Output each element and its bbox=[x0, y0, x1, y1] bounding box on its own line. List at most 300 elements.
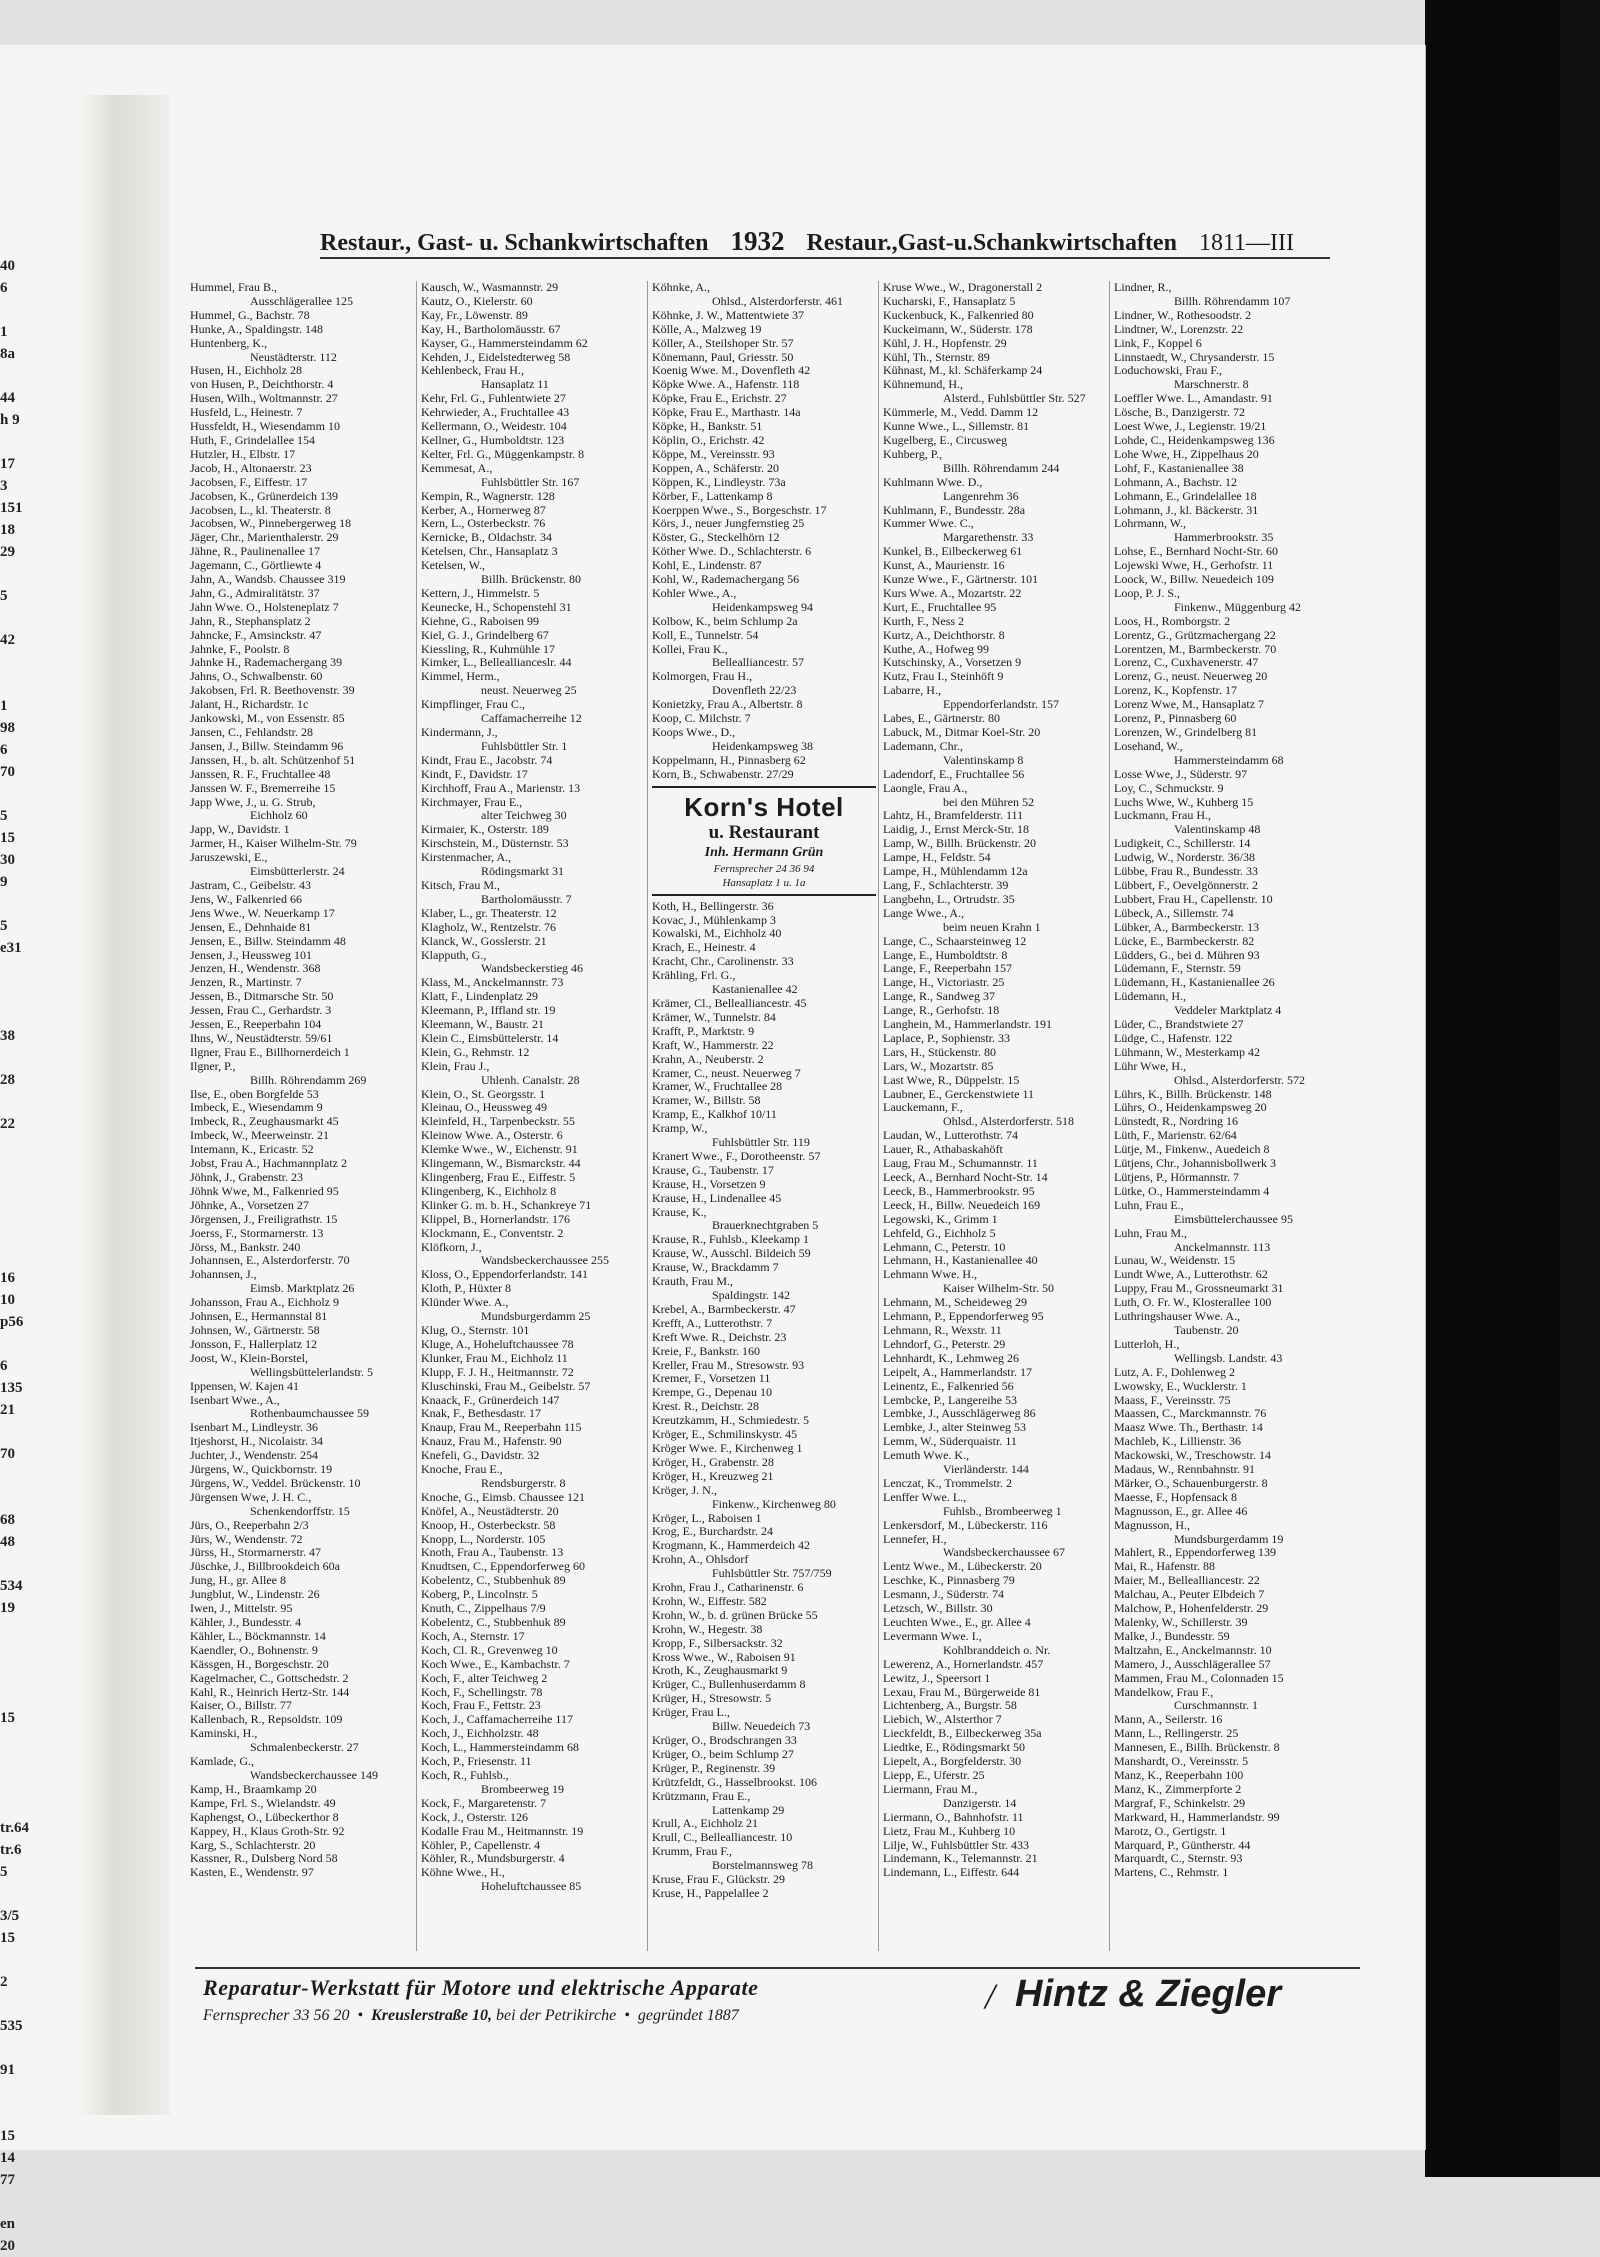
directory-entry: Jürs, O., Reeperbahn 2/3 bbox=[190, 1518, 309, 1532]
directory-entry: Lang, F., Schlachterstr. 39 bbox=[883, 878, 1009, 892]
margin-fragment-text: 70 bbox=[0, 764, 15, 780]
directory-entry: Krüger, Frau L., bbox=[652, 1706, 730, 1720]
directory-entry: Jörss, M., Bankstr. 240 bbox=[190, 1240, 301, 1254]
directory-entry: Jagemann, C., Görtliewte 4 bbox=[190, 559, 322, 573]
directory-entry: Krützfeldt, G., Hasselbrookst. 106 bbox=[652, 1775, 817, 1789]
header-range: 1811—III bbox=[1198, 230, 1295, 256]
directory-entry: Ausschlägerallee 125 bbox=[250, 294, 353, 308]
directory-entry: Finkenw., Müggenburg 42 bbox=[1174, 600, 1301, 614]
directory-entry: Langhein, M., Hammerlandstr. 191 bbox=[883, 1018, 1052, 1032]
directory-entry: Kohl, E., Lindenstr. 87 bbox=[652, 559, 762, 573]
directory-entry: Taubenstr. 20 bbox=[1174, 1323, 1239, 1337]
directory-entry: Krumm, Frau F., bbox=[652, 1845, 733, 1859]
directory-entry: Lohmann, A., Bachstr. 12 bbox=[1114, 475, 1237, 489]
directory-entry: Koch Wwe., E., Kambachstr. 7 bbox=[421, 1657, 570, 1671]
directory-entry: Danzigerstr. 14 bbox=[943, 1796, 1017, 1810]
directory-entry: Kurs Wwe. A., Mozartstr. 22 bbox=[883, 586, 1022, 600]
margin-fragment-text: 5 bbox=[0, 808, 8, 824]
directory-entry: Rendsburgerstr. 8 bbox=[481, 1476, 566, 1490]
directory-entry: Imbeck, R., Zeughausmarkt 45 bbox=[190, 1115, 339, 1129]
directory-entry: Klingemann, W., Bismarckstr. 44 bbox=[421, 1157, 581, 1171]
directory-entry: Kramer, W., Fruchtallee 28 bbox=[652, 1080, 783, 1094]
directory-entry: Kiehne, G., Raboisen 99 bbox=[421, 614, 539, 628]
directory-entry: Billw. Neuedeich 73 bbox=[712, 1720, 811, 1734]
directory-entry: Eimsbüttelerchaussee 95 bbox=[1174, 1212, 1293, 1226]
directory-entry: Lampe, H., Feldstr. 54 bbox=[883, 851, 991, 865]
directory-entry: Laongle, Frau A., bbox=[883, 781, 968, 795]
directory-entry: Lampe, H., Mühlendamm 12a bbox=[883, 865, 1028, 879]
ad-title: Korn's Hotel bbox=[684, 791, 844, 822]
directory-entry: Knöfel, A., Neustädterstr. 20 bbox=[421, 1504, 559, 1518]
directory-entry: Klatt, F., Lindenplatz 29 bbox=[421, 990, 539, 1004]
directory-entry: Levermann Wwe. I., bbox=[883, 1629, 982, 1643]
directory-entry: Kutschinsky, A., Vorsetzen 9 bbox=[883, 656, 1022, 670]
directory-entry: Kramp, E., Kalkhof 10/11 bbox=[652, 1108, 777, 1122]
directory-entry: Lahtz, H., Bramfelderstr. 111 bbox=[883, 809, 1024, 823]
directory-entry: Lüdders, G., bei d. Mühren 93 bbox=[1114, 948, 1260, 962]
directory-entry: Jahns, O., Schwalbenstr. 60 bbox=[190, 670, 323, 684]
directory-entry: Köhler, P., Capellenstr. 4 bbox=[421, 1838, 541, 1852]
directory-entry: Krefft, A., Lutterothstr. 7 bbox=[652, 1316, 773, 1330]
header-left-title: Restaur., Gast- u. Schankwirtschaften bbox=[320, 230, 709, 256]
margin-fragment-text: 15 bbox=[0, 1930, 15, 1946]
directory-entry: Maass, F., Vereinsstr. 75 bbox=[1114, 1393, 1231, 1407]
directory-entry: Kluschinski, Frau M., Geibelstr. 57 bbox=[421, 1379, 591, 1393]
directory-entry: Lieckfeldt, B., Eilbeckerweg 35a bbox=[883, 1727, 1042, 1741]
directory-entry: Könemann, Paul, Griesstr. 50 bbox=[652, 350, 794, 364]
directory-entry: Lohe Wwe, H., Zippelhaus 20 bbox=[1114, 447, 1259, 461]
margin-fragment-text bbox=[0, 1047, 34, 1069]
margin-fragment-text: 8a bbox=[0, 346, 15, 362]
margin-fragment-text bbox=[0, 2081, 34, 2103]
directory-entry: Letzsch, W., Billstr. 30 bbox=[883, 1602, 993, 1616]
directory-entry: Krahn, A., Neuberstr. 2 bbox=[652, 1052, 764, 1066]
directory-entry: Ludigkeit, C., Schillerstr. 14 bbox=[1114, 837, 1251, 851]
directory-entry: Lehmann, P., Eppendorferweg 95 bbox=[883, 1310, 1044, 1324]
margin-fragment-text: 28 bbox=[0, 1072, 15, 1088]
directory-entry: Fuhlsbüttler Str. 167 bbox=[481, 475, 580, 489]
directory-entry: Laudan, W., Lutterothstr. 74 bbox=[883, 1129, 1018, 1143]
directory-entry: Lübbert, F., Oevelgönnerstr. 2 bbox=[1114, 878, 1259, 892]
page-header bbox=[320, 223, 1330, 259]
directory-entry: Kaiser Wilhelm-Str. 50 bbox=[943, 1282, 1054, 1296]
directory-entry: Jankowski, M., von Essenstr. 85 bbox=[190, 712, 345, 726]
margin-fragment-text bbox=[0, 673, 34, 695]
directory-entry: Kay, H., Bartholomäusstr. 67 bbox=[421, 322, 561, 336]
directory-entry: Lohf, F., Kastanienallee 38 bbox=[1114, 461, 1244, 475]
directory-entry: Kollei, Frau K., bbox=[652, 642, 728, 656]
directory-entry: Lietz, Frau M., Kuhberg 10 bbox=[883, 1824, 1016, 1838]
directory-entry: Loos, H., Romborgstr. 2 bbox=[1114, 614, 1231, 628]
directory-entry: Japp, W., Davidstr. 1 bbox=[190, 823, 290, 837]
directory-entry: Jahnke H., Rademachergang 39 bbox=[190, 656, 343, 670]
directory-entry: Konietzky, Frau A., Albertstr. 8 bbox=[652, 698, 803, 712]
directory-entry: Lembke, J., Ausschlägerweg 86 bbox=[883, 1407, 1036, 1421]
directory-entry: Liebich, W., Alsterthor 7 bbox=[883, 1713, 1002, 1727]
directory-entry: Kellermann, O., Weidestr. 104 bbox=[421, 420, 567, 434]
directory-entry: Maltzahn, E., Anckelmannstr. 10 bbox=[1114, 1643, 1272, 1657]
directory-entry: Schenkendorffstr. 15 bbox=[250, 1504, 350, 1518]
directory-entry: Kastanienallee 42 bbox=[712, 983, 798, 997]
directory-entry: Knopp, L., Norderstr. 105 bbox=[421, 1532, 546, 1546]
margin-fragment-text: 29 bbox=[0, 544, 15, 560]
directory-entry: Billh. Röhrendamm 269 bbox=[250, 1073, 367, 1087]
directory-entry: Lewitz, J., Speersort 1 bbox=[883, 1671, 991, 1685]
margin-fragment-text bbox=[0, 1795, 34, 1817]
directory-entry: Kausch, W., Wasmannstr. 29 bbox=[421, 281, 559, 294]
directory-entry: Lutz, A. F., Dohlenweg 2 bbox=[1114, 1365, 1236, 1379]
directory-entry: Lohse, E., Bernhard Nocht-Str. 60 bbox=[1114, 545, 1278, 559]
directory-entry: Manz, K., Reeperbahn 100 bbox=[1114, 1768, 1244, 1782]
directory-entry: Bartholomäusstr. 7 bbox=[481, 892, 572, 906]
directory-entry: Johnsen, W., Gärtnerstr. 58 bbox=[190, 1323, 320, 1337]
directory-entry: Köppe, M., Vereinsstr. 93 bbox=[652, 447, 775, 461]
margin-fragment-text bbox=[0, 1333, 34, 1355]
directory-entry: Last Wwe, R., Düppelstr. 15 bbox=[883, 1073, 1020, 1087]
directory-entry: Jens Wwe., W. Neuerkamp 17 bbox=[190, 906, 335, 920]
directory-entry: Kleinow Wwe. A., Osterstr. 6 bbox=[421, 1129, 563, 1143]
directory-entry: Kühnemund, H., bbox=[883, 378, 963, 392]
directory-entry: Krüger, C., Bullenhuserdamm 8 bbox=[652, 1678, 806, 1692]
directory-entry: Kobelentz, C., Stubbenhuk 89 bbox=[421, 1574, 566, 1588]
directory-entry: Jansen, C., Fehlandstr. 28 bbox=[190, 726, 313, 739]
directory-entry: Luchs Wwe, W., Kuhberg 15 bbox=[1114, 795, 1254, 809]
directory-entry: Lehmann, H., Kastanienallee 40 bbox=[883, 1254, 1038, 1268]
directory-entry: Hansaplatz 11 bbox=[481, 378, 549, 392]
directory-entry: Anckelmannstr. 113 bbox=[1174, 1240, 1271, 1254]
directory-entry: Köhnke, J. W., Mattentwiete 37 bbox=[652, 308, 804, 322]
directory-entry: Lindner, R., bbox=[1114, 281, 1172, 294]
directory-entry: Koppen, A., Schäferstr. 20 bbox=[652, 461, 779, 475]
directory-entry: Kemmesat, A., bbox=[421, 461, 493, 475]
directory-entry: Köster, G., Steckelhörn 12 bbox=[652, 531, 780, 545]
directory-entry: Lundt Wwe, A., Lutterothstr. 62 bbox=[1114, 1268, 1268, 1282]
directory-entry: Jenzen, R., Martinstr. 7 bbox=[190, 976, 302, 990]
directory-entry: Wellingsbüttelerlandstr. 5 bbox=[250, 1365, 374, 1379]
directory-entry: Knoop, H., Osterbeckstr. 58 bbox=[421, 1518, 556, 1532]
directory-columns bbox=[190, 281, 1340, 1951]
directory-entry: Krauth, Frau M., bbox=[652, 1275, 733, 1289]
directory-entry: Lehmann, M., Scheideweg 29 bbox=[883, 1296, 1027, 1310]
directory-entry: Körber, F., Lattenkamp 8 bbox=[652, 489, 773, 503]
directory-entry: Lösche, B., Danzigerstr. 72 bbox=[1114, 406, 1245, 420]
directory-entry: Lorenz, G., neust. Neuerweg 20 bbox=[1114, 670, 1268, 684]
directory-entry: Lorentzen, M., Barmbeckerstr. 70 bbox=[1114, 642, 1277, 656]
directory-entry: Leeck, B., Hammerbrookstr. 95 bbox=[883, 1184, 1035, 1198]
directory-entry: Leuchten Wwe., E., gr. Allee 4 bbox=[883, 1616, 1031, 1629]
directory-entry: bei den Mühren 52 bbox=[943, 795, 1034, 809]
directory-entry: Klupp, F. J. H., Heitmannstr. 72 bbox=[421, 1365, 574, 1379]
directory-entry: Klanck, W., Gosslerstr. 21 bbox=[421, 934, 547, 948]
directory-entry: Krohn, W., Eiffestr. 582 bbox=[652, 1594, 767, 1608]
directory-entry: Jahncke, F., Amsinckstr. 47 bbox=[190, 628, 322, 642]
directory-entry: Karg, S., Schlachterstr. 20 bbox=[190, 1838, 316, 1852]
directory-entry: Kettern, J., Himmelstr. 5 bbox=[421, 586, 540, 600]
directory-entry: Krebel, A., Barmbeckerstr. 47 bbox=[652, 1302, 796, 1316]
directory-entry: Eimsb. Marktplatz 26 bbox=[250, 1282, 355, 1296]
directory-entry: Kehlenbeck, Frau H., bbox=[421, 364, 524, 378]
directory-entry: Kamlade, G., bbox=[190, 1755, 254, 1769]
margin-fragment-text: 534 bbox=[0, 1578, 23, 1594]
directory-entry: Borstelmannsweg 78 bbox=[712, 1859, 813, 1873]
directory-entry: Krempe, G., Depenau 10 bbox=[652, 1386, 772, 1400]
margin-fragment-text bbox=[0, 365, 34, 387]
directory-entry: Johannsen, E., Alsterdorferstr. 70 bbox=[190, 1254, 350, 1268]
directory-entry: Kehr, Frl. G., Fuhlentwiete 27 bbox=[421, 392, 566, 406]
directory-entry: Klass, M., Anckelmannstr. 73 bbox=[421, 976, 564, 990]
directory-entry: Jessen, Frau C., Gerhardstr. 3 bbox=[190, 1004, 332, 1018]
margin-fragment-text: 20 bbox=[0, 2238, 15, 2254]
directory-entry: Lütke, O., Hammersteindamm 4 bbox=[1114, 1184, 1270, 1198]
directory-entry: Krüger, O., beim Schlump 27 bbox=[652, 1747, 794, 1761]
directory-entry: Loduchowski, Frau F., bbox=[1114, 364, 1223, 378]
margin-fragment-text: 135 bbox=[0, 1380, 23, 1396]
column-2 bbox=[421, 281, 648, 1951]
margin-fragment-text: 6 bbox=[0, 742, 8, 758]
directory-entry: Lübeck, A., Sillemstr. 74 bbox=[1114, 906, 1234, 920]
directory-entry: Lembke, J., alter Steinweg 53 bbox=[883, 1421, 1026, 1435]
directory-entry: Jörgensen, J., Freiligrathstr. 15 bbox=[190, 1212, 338, 1226]
directory-entry: Kucharski, F., Hansaplatz 5 bbox=[883, 294, 1016, 308]
directory-entry: Klemke Wwe., W., Eichenstr. 91 bbox=[421, 1143, 578, 1157]
margin-fragment-text: 68 bbox=[0, 1512, 15, 1528]
margin-fragment-text: 3 bbox=[0, 478, 8, 494]
directory-entry: Lichtenberg, A., Burgstr. 58 bbox=[883, 1699, 1017, 1713]
margin-fragment-text: 6 bbox=[0, 1358, 8, 1374]
margin-fragment-text: 15 bbox=[0, 830, 15, 846]
directory-entry: Ippensen, W. Kajen 41 bbox=[190, 1379, 299, 1393]
directory-entry: Kuckeimann, W., Süderstr. 178 bbox=[883, 322, 1033, 336]
directory-entry: Lüdemann, H., Kastanienallee 26 bbox=[1114, 976, 1275, 990]
margin-fragment-text bbox=[0, 651, 34, 673]
margin-fragment-text bbox=[0, 431, 34, 453]
directory-entry: Lesmann, J., Süderstr. 74 bbox=[883, 1588, 1004, 1602]
directory-entry: Ludwig, W., Norderstr. 36/38 bbox=[1114, 851, 1255, 865]
previous-page-margin-fragment bbox=[0, 255, 34, 2254]
directory-entry: Kleemann, W., Baustr. 21 bbox=[421, 1018, 544, 1032]
directory-entry: Liepp, E., Uferstr. 25 bbox=[883, 1768, 985, 1782]
directory-entry: Knefeli, G., Davidstr. 32 bbox=[421, 1449, 540, 1463]
directory-entry: Lembcke, P., Langereihe 53 bbox=[883, 1393, 1017, 1407]
directory-entry: Jürgens, W., Veddel. Brückenstr. 10 bbox=[190, 1476, 361, 1490]
ad-address: Hansaplatz 1 u. 1a bbox=[722, 876, 806, 889]
directory-entry: Kelter, Frl. G., Müggenkampstr. 8 bbox=[421, 447, 585, 461]
directory-entry: Juchter, J., Wendenstr. 254 bbox=[190, 1449, 318, 1463]
directory-entry: Kroth, K., Zeughausmarkt 9 bbox=[652, 1664, 788, 1678]
directory-entry: Krest. R., Deichstr. 28 bbox=[652, 1400, 759, 1414]
directory-entry: Johannsen, J., bbox=[190, 1268, 257, 1282]
directory-entry: Lenczat, K., Trommelstr. 2 bbox=[883, 1476, 1012, 1490]
directory-entry: Lemuth Wwe. K., bbox=[883, 1449, 970, 1463]
directory-entry: Jansen, J., Billw. Steindamm 96 bbox=[190, 739, 344, 753]
directory-entry: Kehden, J., Eidelstedterweg 58 bbox=[421, 350, 571, 364]
footer-ad-headline: Reparatur-Werkstatt für Motore und elektrische Apparate bbox=[203, 1975, 759, 2000]
margin-fragment-text: 6 bbox=[0, 280, 8, 296]
directory-entry: Alsterd., Fuhlsbüttler Str. 527 bbox=[943, 392, 1086, 406]
directory-entry: Kleemann, P., Iffland str. 19 bbox=[421, 1004, 556, 1018]
margin-fragment-text: 1 bbox=[0, 324, 8, 340]
directory-entry: Klippel, B., Hornerlandstr. 176 bbox=[421, 1212, 570, 1226]
directory-entry: Billh. Brückenstr. 80 bbox=[481, 573, 581, 587]
margin-fragment-text: p56 bbox=[0, 1314, 24, 1330]
directory-entry: Ilgner, Frau E., Billhornerdeich 1 bbox=[190, 1045, 350, 1059]
ad-phone: Fernsprecher 24 36 94 bbox=[713, 862, 815, 875]
directory-entry: Koberg, P., Lincolnstr. 5 bbox=[421, 1588, 538, 1602]
directory-entry: Kay, Fr., Löwenstr. 89 bbox=[421, 308, 528, 322]
directory-entry: Jensen, J., Heussweg 101 bbox=[190, 948, 312, 962]
directory-entry: Lenkersdorf, M., Lübeckerstr. 116 bbox=[883, 1518, 1048, 1532]
directory-entry: Luth, O. Fr. W., Klosterallee 100 bbox=[1114, 1296, 1272, 1310]
directory-entry: Jessen, E., Reeperbahn 104 bbox=[190, 1018, 322, 1032]
directory-entry: Köller, A., Steilshoper Str. 57 bbox=[652, 336, 794, 350]
directory-entry: Klein, G., Rehmstr. 12 bbox=[421, 1045, 530, 1059]
directory-entry: Liedtke, E., Rödingsmarkt 50 bbox=[883, 1741, 1025, 1755]
directory-entry: Jensen, E., Billw. Steindamm 48 bbox=[190, 934, 346, 948]
directory-entry: Maesse, F., Hopfensack 8 bbox=[1114, 1490, 1238, 1504]
margin-fragment-text: 16 bbox=[0, 1270, 15, 1286]
directory-entry: Lange, E., Humboldtstr. 8 bbox=[883, 948, 1008, 962]
margin-fragment-text: 151 bbox=[0, 500, 23, 516]
margin-fragment-text bbox=[0, 607, 34, 629]
directory-entry: Huth, F., Grindelallee 154 bbox=[190, 433, 316, 447]
directory-entry: Kugelberg, E., Circusweg bbox=[883, 433, 1008, 447]
directory-entry: Malenky, W., Schillerstr. 39 bbox=[1114, 1616, 1248, 1629]
margin-fragment-text bbox=[0, 1553, 34, 1575]
directory-entry: Fuhlsbüttler Str. 757/759 bbox=[712, 1567, 832, 1581]
directory-entry: Langbehn, L., Ortrudstr. 35 bbox=[883, 892, 1015, 906]
directory-entry: Krause, K., bbox=[652, 1205, 707, 1219]
directory-entry: Wandsbeckerchaussee 255 bbox=[481, 1254, 609, 1268]
directory-entry: Kässgen, H., Borgeschstr. 20 bbox=[190, 1657, 329, 1671]
margin-fragment-text: e31 bbox=[0, 940, 22, 956]
directory-entry: Korn, B., Schwabenstr. 27/29 bbox=[652, 767, 794, 781]
margin-fragment-text bbox=[0, 1223, 34, 1245]
directory-entry: Kowalski, M., Eichholz 40 bbox=[652, 927, 782, 941]
margin-fragment-text bbox=[0, 1135, 34, 1157]
directory-entry: Kreutzkamm, H., Schmiedestr. 5 bbox=[652, 1414, 809, 1428]
directory-entry: Imbeck, W., Meerweinstr. 21 bbox=[190, 1129, 329, 1143]
directory-entry: Koch, R., Fuhlsb., bbox=[421, 1768, 509, 1782]
directory-entry: Klapputh, G., bbox=[421, 948, 487, 962]
directory-entry: Krause, G., Taubenstr. 17 bbox=[652, 1163, 774, 1177]
directory-entry: Koch, F., Schellingstr. 78 bbox=[421, 1685, 543, 1699]
directory-entry: Valentinskamp 48 bbox=[1174, 823, 1261, 837]
directory-entry: Billh. Röhrendamm 107 bbox=[1174, 294, 1291, 308]
directory-entry: Kahl, R., Heinrich Hertz-Str. 144 bbox=[190, 1685, 350, 1699]
directory-entry: Kock, F., Margaretenstr. 7 bbox=[421, 1796, 547, 1810]
margin-fragment-text bbox=[0, 1993, 34, 2015]
directory-entry: Kruse Wwe., W., Dragonerstall 2 bbox=[883, 281, 1043, 294]
directory-entry: Lehmann, C., Peterstr. 10 bbox=[883, 1240, 1006, 1254]
margin-fragment-text bbox=[0, 2103, 34, 2125]
directory-entry: Köhnke, A., bbox=[652, 281, 710, 294]
directory-entry: Jaruszewski, E., bbox=[190, 851, 268, 865]
directory-entry: Köther Wwe. D., Schlachterstr. 6 bbox=[652, 545, 812, 559]
directory-entry: Lange, H., Victoriastr. 25 bbox=[883, 976, 1005, 990]
margin-fragment-text bbox=[0, 1685, 34, 1707]
margin-fragment-text bbox=[0, 1487, 34, 1509]
directory-entry: Lattenkamp 29 bbox=[712, 1803, 785, 1817]
directory-entry: Koenig Wwe. M., Dovenfleth 42 bbox=[652, 364, 811, 378]
directory-entry: Kunkel, B., Eilbeckerweg 61 bbox=[883, 545, 1023, 559]
directory-entry: Margraf, F., Schinkelstr. 29 bbox=[1114, 1796, 1246, 1810]
directory-entry: Kirschstein, M., Düsternstr. 53 bbox=[421, 837, 569, 851]
directory-entry: Kuhlmann Wwe. D., bbox=[883, 475, 983, 489]
directory-entry: Kagelmacher, C., Gottschedstr. 2 bbox=[190, 1671, 349, 1685]
directory-entry: Veddeler Marktplatz 4 bbox=[1174, 1004, 1282, 1018]
directory-entry: Krüger, H., Stresowstr. 5 bbox=[652, 1692, 772, 1706]
directory-entry: Ketelsen, Chr., Hansaplatz 3 bbox=[421, 545, 558, 559]
directory-entry: Johnsen, E., Hermannstal 81 bbox=[190, 1310, 328, 1324]
directory-entry: Labarre, H., bbox=[883, 684, 941, 698]
directory-entry: Mandelkow, Frau F., bbox=[1114, 1685, 1214, 1699]
directory-entry: Lorenz, C., Cuxhavenerstr. 47 bbox=[1114, 656, 1259, 670]
directory-entry: Krützmann, Frau E., bbox=[652, 1789, 751, 1803]
directory-entry: Leeck, A., Bernhard Nocht-Str. 14 bbox=[883, 1171, 1048, 1184]
directory-entry: Marschnerstr. 8 bbox=[1174, 378, 1249, 392]
directory-entry: Kreft Wwe. R., Deichstr. 23 bbox=[652, 1330, 787, 1344]
directory-entry: Lüdge, C., Hafenstr. 122 bbox=[1114, 1031, 1233, 1045]
directory-entry: Kitsch, Frau M., bbox=[421, 878, 500, 892]
directory-entry: Lange, R., Gerhofstr. 18 bbox=[883, 1004, 1000, 1018]
directory-entry: Köpke, Frau E., Marthastr. 14a bbox=[652, 406, 801, 420]
directory-entry: Kerber, A., Hornerweg 87 bbox=[421, 503, 546, 517]
page-number: 1932 bbox=[730, 226, 785, 256]
directory-entry: Knudtsen, C., Eppendorferweg 60 bbox=[421, 1560, 585, 1574]
directory-entry: Koch, A., Sternstr. 17 bbox=[421, 1629, 525, 1643]
directory-entry: Koch, J., Caffamacherreihe 117 bbox=[421, 1713, 573, 1727]
directory-entry: Kröger, J. N., bbox=[652, 1483, 717, 1497]
directory-entry: Jahn, R., Stephansplatz 2 bbox=[190, 614, 311, 628]
directory-entry: Jürgens, W., Quickbornstr. 19 bbox=[190, 1463, 333, 1477]
footer-phone: Fernsprecher 33 56 20 bbox=[203, 2007, 350, 2024]
directory-entry: Kloss, O., Eppendorferlandstr. 141 bbox=[421, 1268, 588, 1282]
directory-entry: Mai, R., Hafenstr. 88 bbox=[1114, 1560, 1215, 1574]
directory-entry: Klein, O., St. Georgsstr. 1 bbox=[421, 1087, 546, 1101]
directory-entry: Jähne, R., Paulinenallee 17 bbox=[190, 545, 320, 559]
directory-entry: Hammerbrookstr. 35 bbox=[1174, 531, 1274, 545]
margin-fragment-text bbox=[0, 2191, 34, 2213]
directory-entry: beim neuen Krahn 1 bbox=[943, 920, 1041, 934]
directory-entry: Koop, C. Milchstr. 7 bbox=[652, 712, 751, 726]
directory-entry: Kaiser, O., Billstr. 77 bbox=[190, 1699, 292, 1713]
directory-entry: Kreie, F., Bankstr. 160 bbox=[652, 1344, 761, 1358]
directory-entry: Hunke, A., Spaldingstr. 148 bbox=[190, 322, 324, 336]
directory-entry: Kaendler, O., Bohnenstr. 9 bbox=[190, 1643, 318, 1657]
directory-entry: Mackowski, W., Treschowstr. 14 bbox=[1114, 1449, 1272, 1463]
directory-entry: Iwen, J., Mittelstr. 95 bbox=[190, 1602, 293, 1616]
directory-entry: Manshardt, O., Vereinsstr. 5 bbox=[1114, 1755, 1249, 1769]
directory-entry: Lamp, W., Billh. Brückenstr. 20 bbox=[883, 837, 1036, 851]
directory-entry: Klöfkorn, J., bbox=[421, 1240, 482, 1254]
directory-entry: Ohlsd., Alsterdorferstr. 572 bbox=[1174, 1073, 1305, 1087]
directory-entry: Keunecke, H., Schopenstehl 31 bbox=[421, 600, 572, 614]
directory-entry: Kröger, E., Schmilinskystr. 45 bbox=[652, 1428, 798, 1442]
directory-entry: Knuth, C., Zippelhaus 7/9 bbox=[421, 1602, 546, 1616]
directory-entry: Kirchhoff, Frau A., Marienstr. 13 bbox=[421, 781, 581, 795]
directory-entry: Kimpflinger, Frau C., bbox=[421, 698, 525, 712]
directory-entry: Körs, J., neuer Jungfernstieg 25 bbox=[652, 517, 805, 531]
margin-fragment-text: 38 bbox=[0, 1028, 15, 1044]
directory-entry: Lojewski Wwe, H., Gerhofstr. 11 bbox=[1114, 559, 1274, 573]
directory-entry: Krause, W., Ausschl. Bildeich 59 bbox=[652, 1247, 811, 1261]
directory-entry: Klagholz, W., Rentzelstr. 76 bbox=[421, 920, 556, 934]
directory-entry: Ihns, W., Neustädterstr. 59/61 bbox=[190, 1031, 333, 1045]
directory-entry: Malchow, P., Hohenfelderstr. 29 bbox=[1114, 1602, 1269, 1616]
margin-fragment-text: 10 bbox=[0, 1292, 15, 1308]
directory-entry: Wandsbeckerchaussee 67 bbox=[943, 1546, 1065, 1560]
directory-entry: Legowski, K., Grimm 1 bbox=[883, 1212, 998, 1226]
